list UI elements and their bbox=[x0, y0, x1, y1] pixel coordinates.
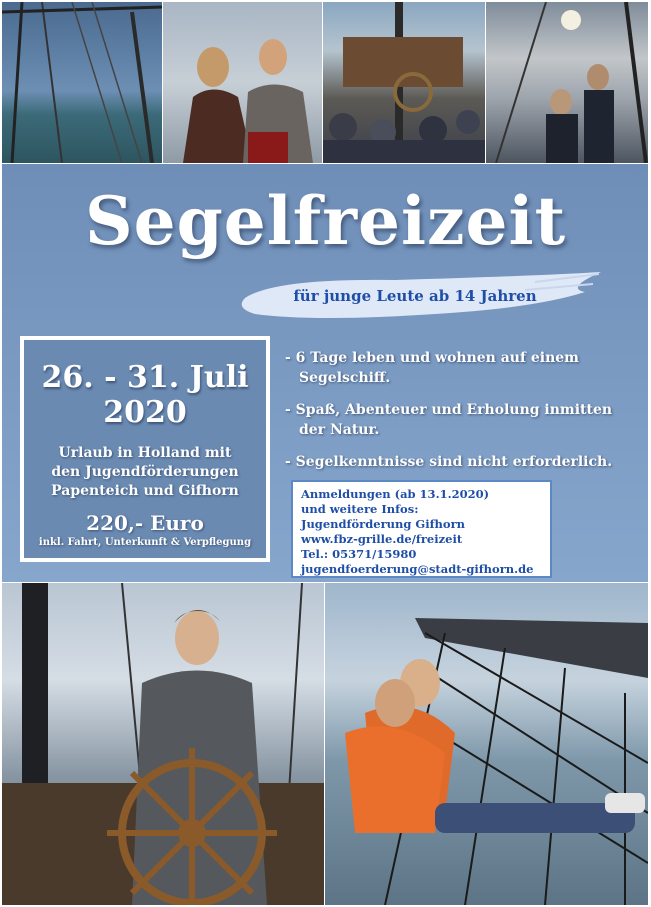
event-price: 220,- Euro bbox=[86, 511, 204, 535]
event-description bbox=[24, 444, 266, 501]
poster-title: Segelfreizeit bbox=[84, 182, 567, 260]
feature-list bbox=[285, 348, 635, 484]
desc-line: den Jugendförderungen bbox=[51, 464, 239, 480]
price-included: inkl. Fahrt, Unterkunft & Verpflegung bbox=[38, 537, 252, 548]
desc-line: Urlaub in Holland mit bbox=[58, 445, 232, 461]
contact-email: jugendfoerderung@stadt-gifhorn.de bbox=[301, 562, 534, 576]
poster-subtitle: für junge Leute ab 14 Jahren bbox=[293, 287, 537, 305]
feature-item: - 6 Tage leben und wohnen auf einem Segelschiff. bbox=[285, 350, 579, 386]
desc-line: Papenteich und Gifhorn bbox=[51, 483, 239, 499]
contact-line: und weitere Infos: bbox=[301, 502, 419, 516]
contact-box bbox=[291, 480, 552, 578]
contact-website: www.fbz-grille.de/freizeit bbox=[301, 532, 463, 546]
contact-line: Jugendförderung Gifhorn bbox=[301, 517, 466, 531]
photo-rigging-sea bbox=[2, 2, 162, 163]
date-box bbox=[20, 336, 270, 562]
contact-line: Anmeldungen (ab 13.1.2020) bbox=[301, 487, 490, 501]
photo-group-deck bbox=[323, 2, 485, 163]
feature-item: - Spaß, Abenteuer und Erholung inmitten der Natur. bbox=[285, 402, 613, 438]
photo-men-bow bbox=[486, 2, 648, 163]
feature-item: - Segelkenntnisse sind nicht erforderlich. bbox=[285, 454, 613, 470]
contact-phone: Tel.: 05371/15980 bbox=[301, 547, 417, 561]
event-date: 26. - 31. Juli 2020 bbox=[41, 360, 249, 430]
photo-girls-in-net bbox=[325, 583, 648, 905]
photo-girls-on-deck bbox=[163, 2, 322, 163]
photo-boy-at-helm bbox=[2, 583, 324, 905]
